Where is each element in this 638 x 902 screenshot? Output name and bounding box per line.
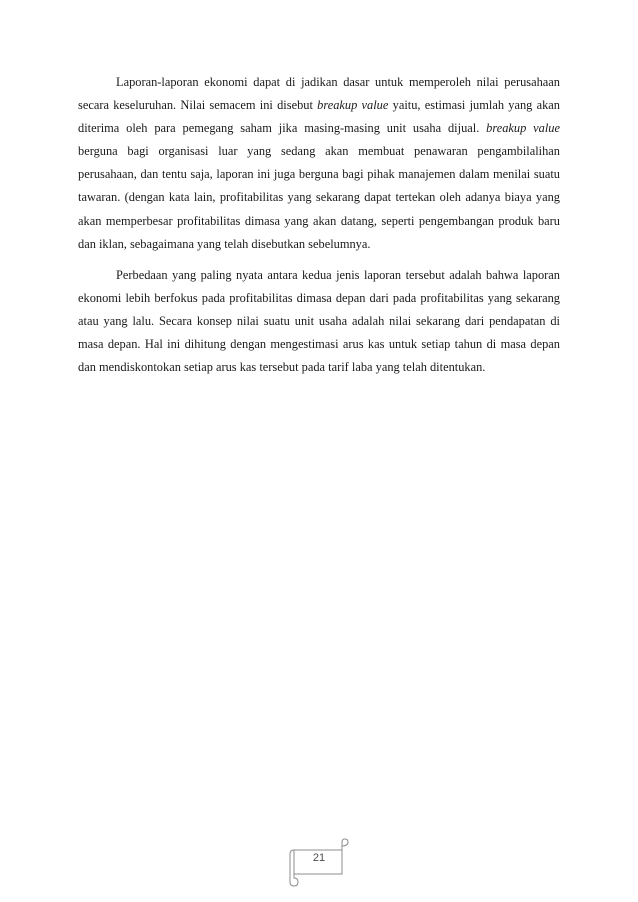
page-number: 21	[312, 852, 326, 864]
paragraph-1-segment-1: Laporan-laporan ekonomi dapat di jadikan dasar untuk memperoleh nilai perusahaan secara keseluruhan. Nilai semacem ini disebut	[78, 75, 560, 113]
page-number-scroll	[284, 838, 350, 888]
paragraph-1-segment-5: berguna bagi organisasi luar yang sedang akan membuat penawaran pengambilalihan perusahaan, dan tentu saja, laporan ini juga berguna bagi pihak manajemen dalam menilai suatu tawaran. (dengan kata lain, profitabilitas yang sekarang dapat tertekan oleh adanya biaya yang akan memperbesar profitabilitas dimasa yang akan datang, seperti pengembangan produk baru dan iklan, sebagaimana yang telah disebutkan sebelumnya.	[78, 144, 560, 251]
paragraph-1	[78, 71, 560, 256]
document-body	[78, 71, 560, 387]
paragraph-2	[78, 264, 560, 379]
paragraph-1-segment-4: breakup value	[486, 121, 560, 136]
paragraph-1-segment-3: yaitu, estimasi jumlah yang akan diterima oleh para pemegang saham jika masing-masing unit usaha dijual.	[78, 98, 561, 136]
paragraph-2-segment-1: Perbedaan yang paling nyata antara kedua jenis laporan tersebut adalah bahwa laporan ekonomi lebih berfokus pada profitabilitas dimasa depan dari pada profitabilitas yang sekarang atau yang lalu. Secara konsep nilai suatu unit usaha adalah nilai sekarang dari pendapatan di masa depan. Hal ini dihitung dengan mengestimasi arus kas untuk setiap tahun di masa depan dan mendiskontokan setiap arus kas tersebut pada tarif laba yang telah ditentukan.	[78, 267, 560, 375]
paragraph-1-segment-2: breakup value	[317, 98, 389, 113]
